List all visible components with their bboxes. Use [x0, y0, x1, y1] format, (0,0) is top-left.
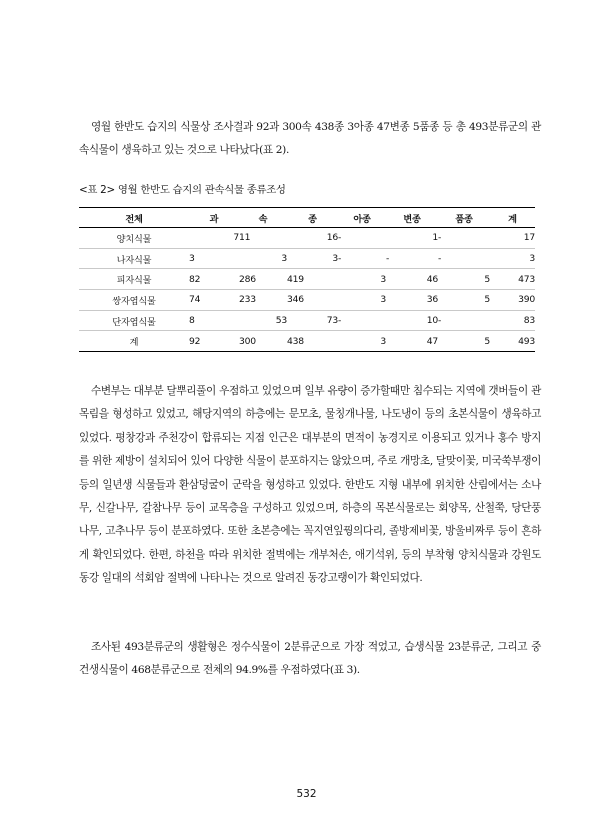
genus-cell: 300	[239, 331, 287, 352]
row-name-cell: 쌍자엽식물	[79, 290, 189, 311]
variety-cell: 36	[386, 290, 438, 311]
genus-cell: 286	[239, 269, 287, 290]
forma-cell: -	[438, 248, 490, 269]
row-name-cell: 단자엽식물	[79, 310, 189, 331]
variety-cell: 46	[386, 269, 438, 290]
header-cell: 계	[490, 208, 535, 228]
genus-cell: 53	[239, 310, 287, 331]
species-cell: 16	[287, 228, 338, 249]
header-cell: 속	[239, 208, 287, 228]
header-cell: 품종	[438, 208, 490, 228]
table-row	[79, 310, 535, 331]
genus-cell: 11	[239, 228, 287, 249]
subspecies-cell: -	[338, 228, 386, 249]
species-cell: 419	[287, 269, 338, 290]
vascular-plants-table	[79, 207, 535, 352]
species-cell: 73	[287, 310, 338, 331]
subspecies-cell: -	[338, 248, 386, 269]
table-caption: <표 2> 영월 한반도 습지의 관속식물 종류조성	[79, 184, 286, 196]
genus-cell: 233	[239, 290, 287, 311]
header-cell: 과	[189, 208, 239, 228]
row-name-cell: 계	[79, 331, 189, 352]
paragraph-intro: 영월 한반도 습지의 식물상 조사결과 92과 300속 438종 3아종 47변종 5품종 등 총 493분류군의 관속식물이 생육하고 있는 것으로 나타났다(표 2).	[79, 121, 541, 157]
table-row	[79, 228, 535, 249]
total-cell: 17	[490, 228, 535, 249]
total-cell: 83	[490, 310, 535, 331]
family-cell: 74	[189, 290, 239, 311]
table-total-row	[79, 331, 535, 352]
header-cell: 아종	[338, 208, 386, 228]
family-cell: 3	[189, 248, 239, 269]
variety-cell: -	[386, 248, 438, 269]
forma-cell: 5	[438, 269, 490, 290]
family-cell: 82	[189, 269, 239, 290]
family-cell: 7	[189, 228, 239, 249]
family-cell: 92	[189, 331, 239, 352]
forma-cell: -	[438, 310, 490, 331]
species-cell: 346	[287, 290, 338, 311]
forma-cell: -	[438, 228, 490, 249]
header-cell: 종	[287, 208, 338, 228]
subspecies-cell: 3	[338, 290, 386, 311]
header-cell: 변종	[386, 208, 438, 228]
paragraph-life-forms: 조사된 493분류군의 생활형은 정수식물이 2분류군으로 가장 적었고, 습생식물 23분류군, 그리고 중건생식물이 468분류군으로 전체의 94.9%를 우점하였다(표 3).	[79, 641, 541, 677]
table-row	[79, 248, 535, 269]
total-cell: 390	[490, 290, 535, 311]
subspecies-cell: 3	[338, 269, 386, 290]
table-row	[79, 290, 535, 311]
variety-cell: 1	[386, 228, 438, 249]
page-number: 532	[296, 788, 317, 800]
variety-cell: 47	[386, 331, 438, 352]
species-cell: 438	[287, 331, 338, 352]
forma-cell: 5	[438, 331, 490, 352]
total-cell: 3	[490, 248, 535, 269]
paragraph-vegetation: 수변부는 대부분 달뿌리풀이 우점하고 있었으며 일부 유량이 증가할때만 침수되는 지역에 갯버들이 관목림을 형성하고 있었고, 해당지역의 하층에는 문모초, 물칭개나물, 나도냉이 등의 초본식물이 생육하고 있었다. 평창강과 주천강이 합류되는 지점 인근은 대부분의 면적이 농경지로 이용되고 있거나 홍수 방지를 위한 제방이 설치되어 있어 다양한 식물이 분포하지는 않았으며, 주로 개망초, 달맞이꽃, 미국쑥부쟁이 등의 일년생 식물들과 환삼덩굴이 군락을 형성하고 있었다. 한반도 지형 내부에 위치한 산림에서는 소나무, 신갈나무, 갈참나무 등이 교목층을 구성하고 있었으며, 하층의 목본식물로는 회양목, 산철쭉, 당단풍나무, 고추나무 등이 분포하였다. 또한 초본층에는 꼭지연잎꿩의다리, 졸방제비꽃, 방울비짜루 등이 흔하게 확인되었다. 한편, 하천을 따라 위치한 절벽에는 개부처손, 애기석위, 등의 부착형 양치식물과 강원도 동강 일대의 석회암 절벽에 나타나는 것으로 알려진 동강고랭이가 확인되었다.	[79, 385, 541, 585]
total-cell: 473	[490, 269, 535, 290]
total-cell: 493	[490, 331, 535, 352]
subspecies-cell: -	[338, 310, 386, 331]
row-name-cell: 피자식물	[79, 269, 189, 290]
genus-cell: 3	[239, 248, 287, 269]
header-cell: 전체	[79, 208, 189, 228]
species-cell: 3	[287, 248, 338, 269]
forma-cell: 5	[438, 290, 490, 311]
row-name-cell: 양치식물	[79, 228, 189, 249]
variety-cell: 10	[386, 310, 438, 331]
subspecies-cell: 3	[338, 331, 386, 352]
table-header-row	[79, 208, 535, 228]
row-name-cell: 나자식물	[79, 248, 189, 269]
table-row	[79, 269, 535, 290]
family-cell: 8	[189, 310, 239, 331]
